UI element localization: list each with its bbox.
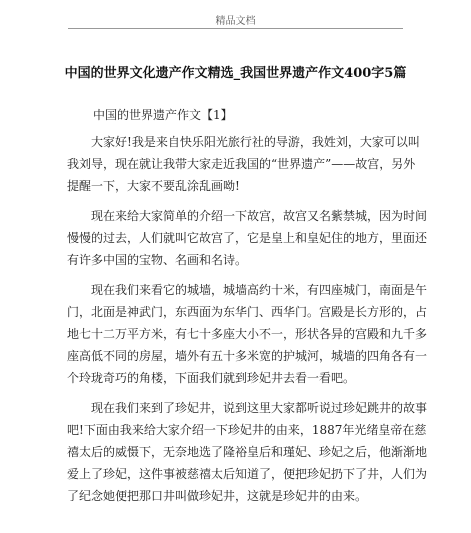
- paragraph-line: 现在我们来到了珍妃井，说到这里大家都听说过珍妃跳井的故事: [91, 401, 428, 415]
- paragraph-line: 禧太后的威慑下，无奈地选了隆裕皇后和瑾妃、珍妃之后，他渐渐地: [67, 445, 428, 459]
- paragraph-line: 地七十二万平方米，有七十多座大小不一，形状各异的宫殿和九千多: [67, 327, 428, 341]
- paragraph-line: 大家好!我是来自快乐阳光旅行社的导游，我姓刘，大家可以叫: [91, 135, 420, 149]
- paragraph-line: 有许多中国的宝物、名画和名诗。: [67, 253, 248, 267]
- paragraph-line: 座高低不同的房屋，墙外有五十多米宽的护城河，城墙的四角各有一: [67, 349, 428, 363]
- paragraph-line: 我刘导，现在就让我带大家走近我国的“世界遗产”——故宫，另外: [67, 157, 416, 171]
- paragraph: [67, 205, 428, 271]
- paragraph: [67, 279, 428, 389]
- section-heading: 中国的世界遗产作文【1】: [93, 108, 233, 122]
- paragraph-line: 现在来给大家简单的介绍一下故宫，故宫又名紫禁城，因为时间: [91, 209, 428, 223]
- document-body: [67, 131, 428, 515]
- paragraph-line: 吧!下面由我来给大家介绍一下珍妃井的由来，1887年光绪皇帝在慈: [67, 423, 427, 437]
- paragraph-line: 门，北面是神武门，东西面为东华门、西华门。宫殿是长方形的，占: [67, 305, 428, 319]
- paragraph-line: 提醒一下，大家不要乱涂乱画呦!: [67, 179, 240, 193]
- paragraph-line: 了纪念她便把那口井叫做珍妃井，这就是珍妃井的由来。: [67, 489, 368, 503]
- paragraph: [67, 131, 420, 197]
- header-divider: [68, 28, 403, 29]
- document-title: 中国的世界文化遗产作文精选_我国世界遗产作文400字5篇: [64, 66, 407, 81]
- paragraph-line: 现在我们来看它的城墙，城墙高约十米，有四座城门，南面是午: [91, 283, 428, 297]
- header-label: 精品文档: [215, 16, 256, 27]
- paragraph-line: 爱上了珍妃，这件事被慈禧太后知道了，便把珍妃扔下了井，人们为: [67, 467, 428, 481]
- paragraph-line: 慢慢的过去，人们就叫它故宫了，它是皇上和皇妃住的地方，里面还: [67, 231, 428, 245]
- paragraph-line: 个玲珑奇巧的角楼，下面我们就到珍妃井去看一看吧。: [67, 371, 356, 385]
- paragraph: [67, 397, 428, 507]
